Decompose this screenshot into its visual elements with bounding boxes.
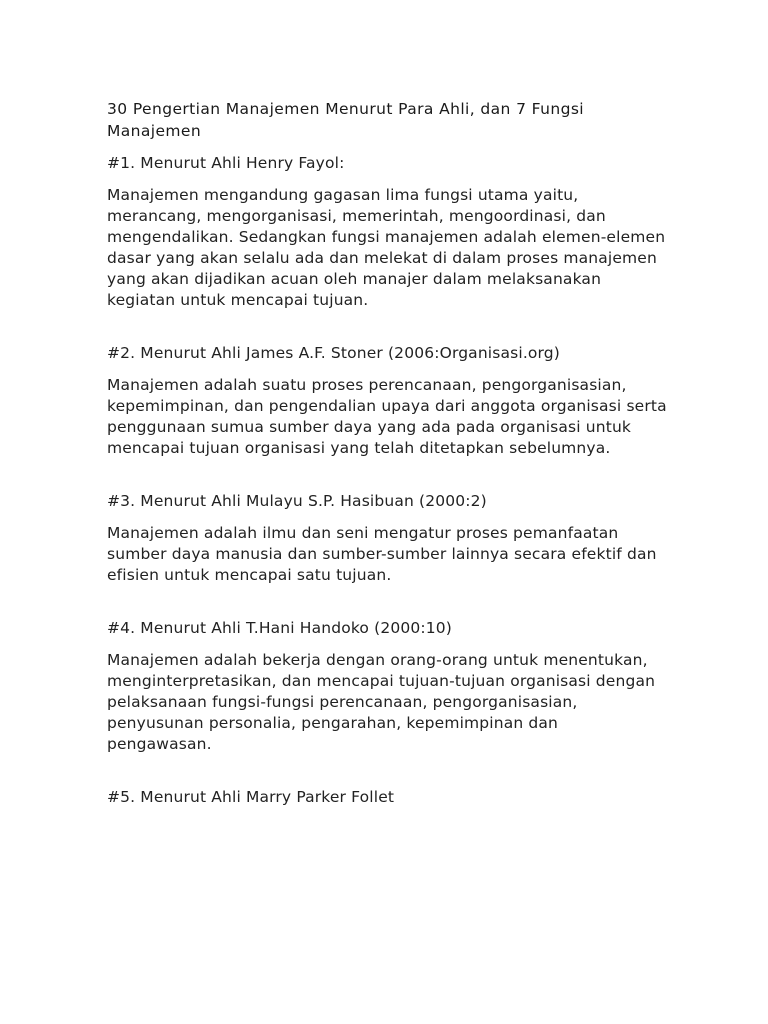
section-heading: #3. Menurut Ahli Mulayu S.P. Hasibuan (2000:2) xyxy=(107,492,487,510)
section-3 xyxy=(107,491,667,586)
document-content xyxy=(107,98,667,819)
section-heading: #5. Menurut Ahli Marry Parker Follet xyxy=(107,788,395,806)
section-4 xyxy=(107,618,667,755)
section-body: Manajemen adalah ilmu dan seni mengatur proses pemanfaatan sumber daya manusia dan sumber-sumber lainnya secara efektif dan efisien untuk mencapai satu tujuan. xyxy=(107,524,657,584)
section-1 xyxy=(107,153,667,311)
section-heading: #1. Menurut Ahli Henry Fayol: xyxy=(107,154,345,172)
section-body: Manajemen mengandung gagasan lima fungsi utama yaitu, merancang, mengorganisasi, memerintah, mengoordinasi, dan mengendalikan. Sedangkan fungsi manajemen adalah elemen-elemen dasar yang akan selalu ada dan melekat di dalam proses manajemen yang akan dijadikan acuan oleh manajer dalam melaksanakan kegiatan untuk mencapai tujuan. xyxy=(107,186,666,309)
section-body: Manajemen adalah suatu proses perencanaan, pengorganisasian, kepemimpinan, dan pengendalian upaya dari anggota organisasi serta penggunaan sumua sumber daya yang ada pada organisasi untuk mencapai tujuan organisasi yang telah ditetapkan sebelumnya. xyxy=(107,376,667,457)
section-heading: #4. Menurut Ahli T.Hani Handoko (2000:10) xyxy=(107,619,452,637)
section-2 xyxy=(107,343,667,459)
document-title: 30 Pengertian Manajemen Menurut Para Ahli, dan 7 Fungsi Manajemen xyxy=(107,100,585,140)
section-5 xyxy=(107,787,667,808)
section-heading: #2. Menurut Ahli James A.F. Stoner (2006:Organisasi.org) xyxy=(107,344,560,362)
section-body: Manajemen adalah bekerja dengan orang-orang untuk menentukan, menginterpretasikan, dan mencapai tujuan-tujuan organisasi dengan pelaksanaan fungsi-fungsi perencanaan, pengorganisasian, penyusunan personalia, pengarahan, kepemimpinan dan pengawasan. xyxy=(107,651,656,753)
